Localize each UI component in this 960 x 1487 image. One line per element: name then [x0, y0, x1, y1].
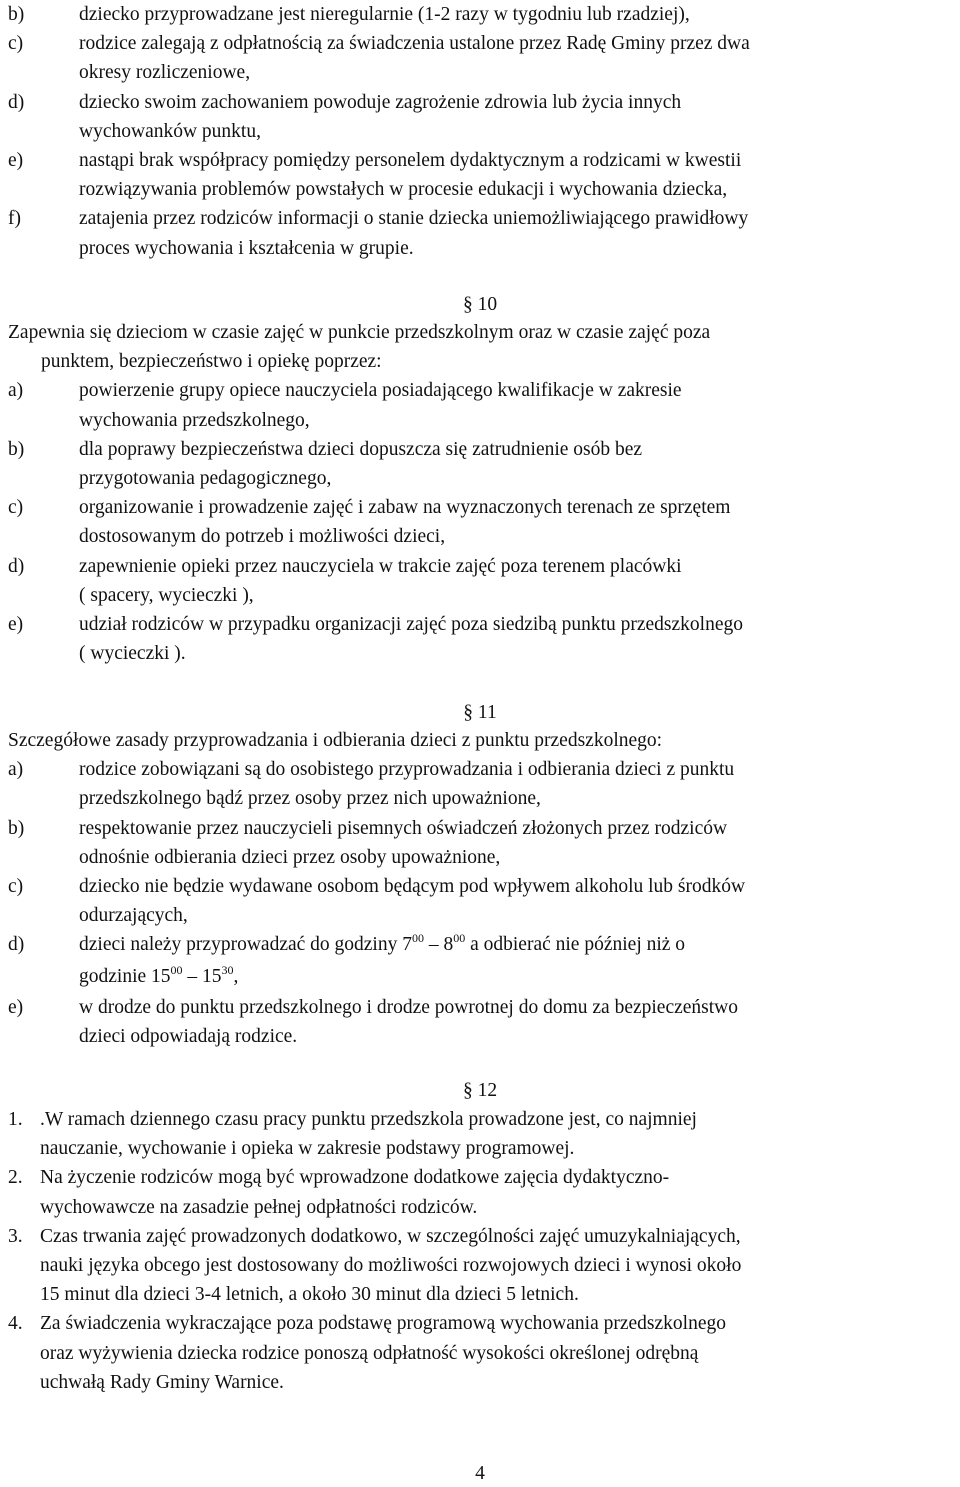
- item-line: dzieci odpowiadają rodzice.: [79, 1026, 298, 1048]
- item-marker: c): [8, 33, 24, 55]
- list-item: [8, 755, 948, 813]
- item-line: powierzenie grupy opiece nauczyciela posiadającego kwalifikacje w zakresie: [79, 380, 682, 402]
- item-line: Za świadczenia wykraczające poza podstawę programową wychowania przedszkolnego: [40, 1313, 726, 1335]
- list-item: [8, 552, 948, 610]
- intro-line: Szczegółowe zasady przyprowadzania i odbierania dzieci z punktu przedszkolnego:: [8, 730, 663, 751]
- list-continuation: [8, 0, 948, 263]
- superscript: 30: [221, 962, 234, 977]
- item-marker: 4.: [8, 1313, 23, 1335]
- item-line: rodzice zobowiązani są do osobistego przyprowadzania i odbierania dzieci z punktu: [79, 759, 735, 781]
- item-line: oraz wyżywienia dziecka rodzice ponoszą odpłatność wysokości określonej odrębną: [40, 1342, 699, 1364]
- item-line: [79, 962, 948, 993]
- list-item: [8, 493, 948, 551]
- item-line: Na życzenie rodziców mogą być wprowadzone dodatkowe zajęcia dydaktyczno-: [40, 1167, 670, 1189]
- list-item: [8, 872, 948, 930]
- superscript: 00: [411, 931, 424, 946]
- section-intro: [8, 726, 948, 755]
- item-marker: c): [8, 497, 24, 519]
- numbered-item: [8, 1309, 948, 1397]
- section-heading-11: § 11: [463, 702, 497, 723]
- item-line: nastąpi brak współpracy pomiędzy personelem dydaktycznym a rodzicami w kwestii: [79, 150, 742, 172]
- item-marker: e): [8, 614, 24, 636]
- item-line: organizowanie i prowadzenie zajęć i zabaw na wyznaczonych terenach ze sprzętem: [79, 497, 731, 519]
- list-item: [8, 435, 948, 493]
- item-marker: c): [8, 876, 24, 898]
- list-item: [8, 146, 948, 204]
- intro-line: punktem, bezpieczeństwo i opiekę poprzez:: [41, 351, 382, 373]
- item-line: [79, 930, 948, 961]
- section-heading-12: § 12: [462, 1080, 498, 1101]
- item-marker: a): [8, 380, 24, 402]
- item-line: rozwiązywania problemów powstałych w procesie edukacji i wychowania dziecka,: [79, 179, 728, 201]
- item-marker: 3.: [8, 1225, 23, 1247]
- list-item: [8, 610, 948, 668]
- item-line: zatajenia przez rodziców informacji o stanie dziecka uniemożliwiającego prawidłowy: [79, 208, 749, 230]
- list-item: [8, 814, 948, 872]
- item-line: dostosowanym do potrzeb i możliwości dzieci,: [79, 526, 446, 548]
- item-line: dla poprawy bezpieczeństwa dzieci dopuszcza się zatrudnienie osób bez: [79, 438, 643, 460]
- item-line: ( spacery, wycieczki ),: [79, 584, 254, 606]
- section-intro: [8, 318, 948, 376]
- numbered-item: [8, 1222, 948, 1310]
- list-item: [8, 376, 948, 434]
- item-marker: d): [8, 934, 25, 956]
- list-item: [8, 204, 948, 262]
- item-line: Czas trwania zajęć prowadzonych dodatkowo, w szczególności zajęć umuzykalniających,: [40, 1225, 741, 1247]
- intro-line: Zapewnia się dzieciom w czasie zajęć w punkcie przedszkolnym oraz w czasie zajęć poza: [8, 322, 711, 343]
- item-line: proces wychowania i kształcenia w grupie.: [79, 237, 414, 259]
- list-item: [8, 0, 948, 29]
- item-marker: e): [8, 996, 24, 1018]
- superscript: 00: [453, 931, 466, 946]
- item-marker: f): [8, 208, 21, 230]
- numbered-item: [8, 1163, 948, 1221]
- item-marker: b): [8, 817, 25, 839]
- list-item: [8, 993, 948, 1051]
- item-line: udział rodziców w przypadku organizacji zajęć poza siedzibą punktu przedszkolnego: [79, 614, 743, 636]
- section-12: [8, 1105, 948, 1397]
- item-marker: 2.: [8, 1167, 23, 1189]
- section-10: [8, 318, 948, 668]
- item-line: ( wycieczki ).: [79, 643, 186, 665]
- list-item-hours: [8, 930, 948, 992]
- section-heading-10: § 10: [462, 294, 498, 315]
- item-line: okresy rozliczeniowe,: [79, 62, 251, 84]
- item-marker: 1.: [8, 1109, 23, 1130]
- text-run: – 15: [182, 965, 222, 987]
- superscript: 00: [170, 962, 183, 977]
- text-run: ,: [233, 965, 239, 987]
- item-line: w drodze do punktu przedszkolnego i drodze powrotnej do domu za bezpieczeństwo: [79, 996, 739, 1018]
- item-line: respektowanie przez nauczycieli pisemnych oświadczeń złożonych przez rodziców: [79, 817, 728, 839]
- item-line: 15 minut dla dzieci 3-4 letnich, a około 30 minut dla dzieci 5 letnich.: [40, 1284, 579, 1306]
- item-line: odurzających,: [79, 905, 188, 927]
- item-marker: e): [8, 150, 24, 172]
- item-line: dziecko nie będzie wydawane osobom będącym pod wpływem alkoholu lub środków: [79, 876, 746, 898]
- item-line: wychowanków punktu,: [79, 120, 261, 142]
- item-line: wychowawcze na zasadzie pełnej odpłatności rodziców.: [40, 1196, 478, 1218]
- numbered-item: [8, 1105, 948, 1163]
- item-line: dziecko swoim zachowaniem powoduje zagrożenie zdrowia lub życia innych: [79, 91, 682, 113]
- item-line: rodzice zalegają z odpłatnością za świadczenia ustalone przez Radę Gminy przez dwa: [79, 33, 750, 55]
- item-line: przedszkolnego bądź przez osoby przez nich upoważnione,: [79, 788, 541, 810]
- page-number: 4: [475, 1463, 485, 1484]
- text-run: a odbierać nie później niż o: [465, 934, 686, 956]
- item-line: .W ramach dziennego czasu pracy punktu przedszkola prowadzone jest, co najmniej: [40, 1109, 697, 1130]
- item-marker: d): [8, 555, 25, 577]
- item-marker: a): [8, 759, 24, 781]
- text-run: dzieci należy przyprowadzać do godziny 7: [79, 934, 412, 956]
- item-marker: b): [8, 438, 25, 460]
- list-item: [8, 29, 948, 87]
- section-11: [8, 726, 948, 1051]
- item-line: nauczanie, wychowanie i opieka w zakresie podstawy programowej.: [40, 1138, 575, 1160]
- item-line: uchwałą Rady Gminy Warnice.: [40, 1371, 284, 1393]
- item-line: przygotowania pedagogicznego,: [79, 468, 332, 490]
- item-line: wychowania przedszkolnego,: [79, 409, 310, 431]
- item-line: nauki języka obcego jest dostosowany do możliwości rozwojowych dzieci i wynosi około: [40, 1255, 742, 1277]
- item-line: dziecko przyprowadzane jest nieregularnie (1-2 razy w tygodniu lub rzadziej),: [79, 4, 690, 25]
- item-line: zapewnienie opieki przez nauczyciela w trakcie zajęć poza terenem placówki: [79, 555, 682, 577]
- list-item: [8, 88, 948, 146]
- text-run: godzinie 15: [79, 965, 171, 987]
- item-marker: b): [8, 4, 25, 25]
- item-line: odnośnie odbierania dzieci przez osoby upoważnione,: [79, 846, 501, 868]
- text-run: – 8: [423, 934, 454, 956]
- item-marker: d): [8, 91, 25, 113]
